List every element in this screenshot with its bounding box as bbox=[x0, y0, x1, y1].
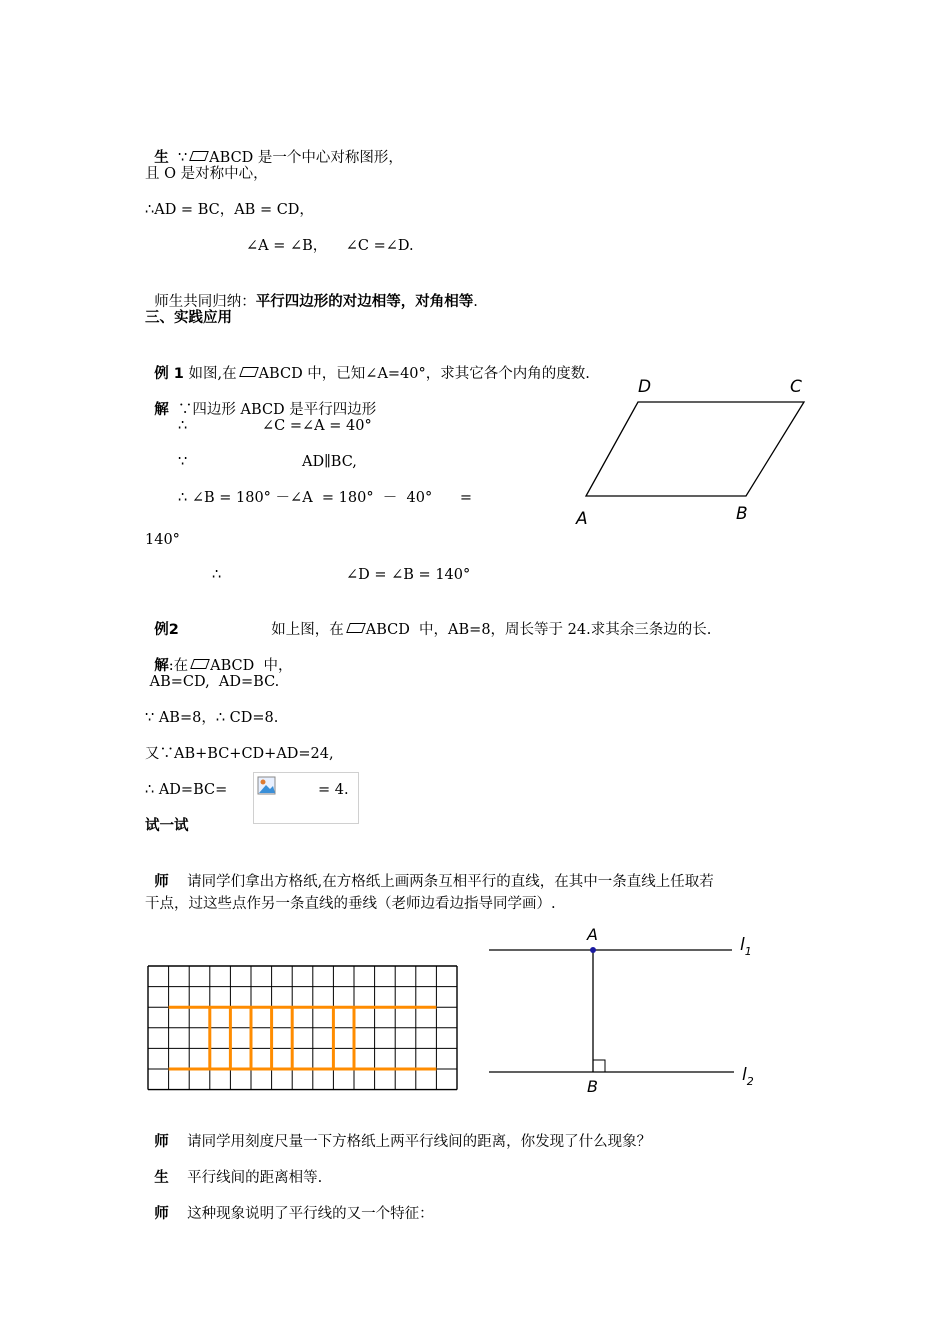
step-text: ∠C =∠A = 40° bbox=[262, 418, 372, 434]
step-result: = 4. bbox=[318, 782, 349, 798]
dialogue-text: 请同学用刻度尺量一下方格纸上两平行线间的距离，你发现了什么现象？ bbox=[187, 1134, 652, 1150]
line-1 bbox=[145, 128, 403, 168]
example-1 bbox=[145, 344, 590, 384]
solution-text: ABCD 中， bbox=[210, 658, 293, 674]
section-heading: 三、实践应用 bbox=[145, 310, 232, 326]
solution-text: ∵四边形 ABCD 是平行四边形 bbox=[168, 402, 377, 418]
dialogue-text: 请同学们拿出方格纸,在方格纸上画两条互相平行的直线，在其中一条直线上任取若 bbox=[187, 874, 714, 890]
example-text: 如图,在 bbox=[183, 366, 237, 382]
solution-label: 解 bbox=[154, 658, 169, 674]
try-heading: 试一试 bbox=[145, 818, 189, 834]
parallelogram-shape bbox=[586, 402, 804, 496]
parallelogram-icon bbox=[346, 623, 366, 633]
parallelogram-icon bbox=[189, 151, 209, 161]
step-sym: ∴ bbox=[178, 418, 188, 434]
step: 又∵AB+BC+CD+AD=24, bbox=[145, 746, 334, 762]
summary-bold: 平行四边形的对边相等，对角相等 bbox=[255, 294, 474, 310]
dialogue-text: 平行线间的距离相等. bbox=[187, 1170, 323, 1186]
summary-end: . bbox=[473, 294, 478, 310]
step-sym: ∵ bbox=[178, 454, 188, 470]
point-label-a: A bbox=[587, 925, 598, 944]
line-4: ∠A = ∠B， ∠C =∠D. bbox=[246, 238, 414, 254]
parallelogram-icon bbox=[239, 367, 259, 377]
summary-lead: 师生共同归纳： bbox=[154, 294, 256, 310]
right-angle-mark bbox=[593, 1060, 605, 1072]
vertex-label-d: D bbox=[638, 377, 652, 397]
step: ∴ AD=BC= bbox=[145, 782, 228, 798]
solution-text: :在 bbox=[168, 658, 189, 674]
speaker: 生 bbox=[154, 1170, 169, 1186]
student-line bbox=[145, 1148, 322, 1188]
example-2-text bbox=[262, 600, 711, 640]
teacher-line-1 bbox=[145, 852, 714, 892]
example-label: 例2 bbox=[154, 622, 179, 638]
step-text: ∴ ∠B = 180° －∠A = 180° － 40° = bbox=[178, 490, 473, 506]
solution-1 bbox=[145, 380, 376, 420]
step: ∵ AB=8，∴ CD=8. bbox=[145, 710, 279, 726]
point-a bbox=[590, 947, 596, 953]
solution-label: 解 bbox=[154, 402, 169, 418]
speaker: 师 bbox=[154, 1206, 169, 1222]
line-2: 且 O 是对称中心， bbox=[145, 166, 268, 182]
vertex-label-b: B bbox=[736, 504, 748, 524]
step-text: ∠D = ∠B = 140° bbox=[346, 567, 471, 583]
solution-2 bbox=[145, 636, 292, 676]
example-2 bbox=[145, 600, 179, 640]
broken-image-icon bbox=[257, 776, 277, 796]
summary-line bbox=[145, 272, 478, 312]
parallel-lines-figure bbox=[484, 920, 774, 1098]
speaker: 师 bbox=[154, 874, 169, 890]
teacher-line-1-cont: 干点，过这些点作另一条直线的垂线（老师边看边指导同学画）. bbox=[145, 896, 556, 912]
grid-paper-figure bbox=[146, 964, 460, 1092]
example-text: ABCD 中，已知∠A=40°，求其它各个内角的度数. bbox=[258, 366, 590, 382]
speaker: 生 bbox=[154, 150, 169, 166]
example-text: 如上图，在 bbox=[271, 622, 344, 638]
dialogue-text: 这种现象说明了平行线的又一个特征： bbox=[187, 1206, 434, 1222]
step-text: AD∥BC, bbox=[302, 454, 357, 470]
vertex-label-c: C bbox=[790, 377, 802, 397]
point-label-b: B bbox=[587, 1077, 598, 1096]
line-text: ABCD 是一个中心对称图形， bbox=[209, 150, 403, 166]
line-label-l1: $l_1$ bbox=[740, 935, 752, 958]
step-cont: 140° bbox=[145, 532, 180, 548]
line-3: ∴AD = BC，AB = CD， bbox=[145, 202, 314, 218]
step-sym: ∴ bbox=[212, 567, 222, 583]
teacher-line-3 bbox=[145, 1184, 434, 1224]
vertex-label-a: A bbox=[576, 509, 588, 529]
line-label-l2: $l_2$ bbox=[742, 1065, 754, 1088]
example-label: 例 1 bbox=[154, 366, 184, 382]
because-symbol: ∵ bbox=[177, 150, 188, 166]
speaker: 师 bbox=[154, 1134, 169, 1150]
step: AB=CD, AD=BC. bbox=[145, 674, 280, 690]
parallelogram-figure bbox=[570, 372, 810, 532]
example-text: ABCD 中，AB=8，周长等于 24.求其余三条边的长. bbox=[365, 622, 712, 638]
teacher-line-2 bbox=[145, 1112, 651, 1152]
parallelogram-icon bbox=[190, 659, 210, 669]
